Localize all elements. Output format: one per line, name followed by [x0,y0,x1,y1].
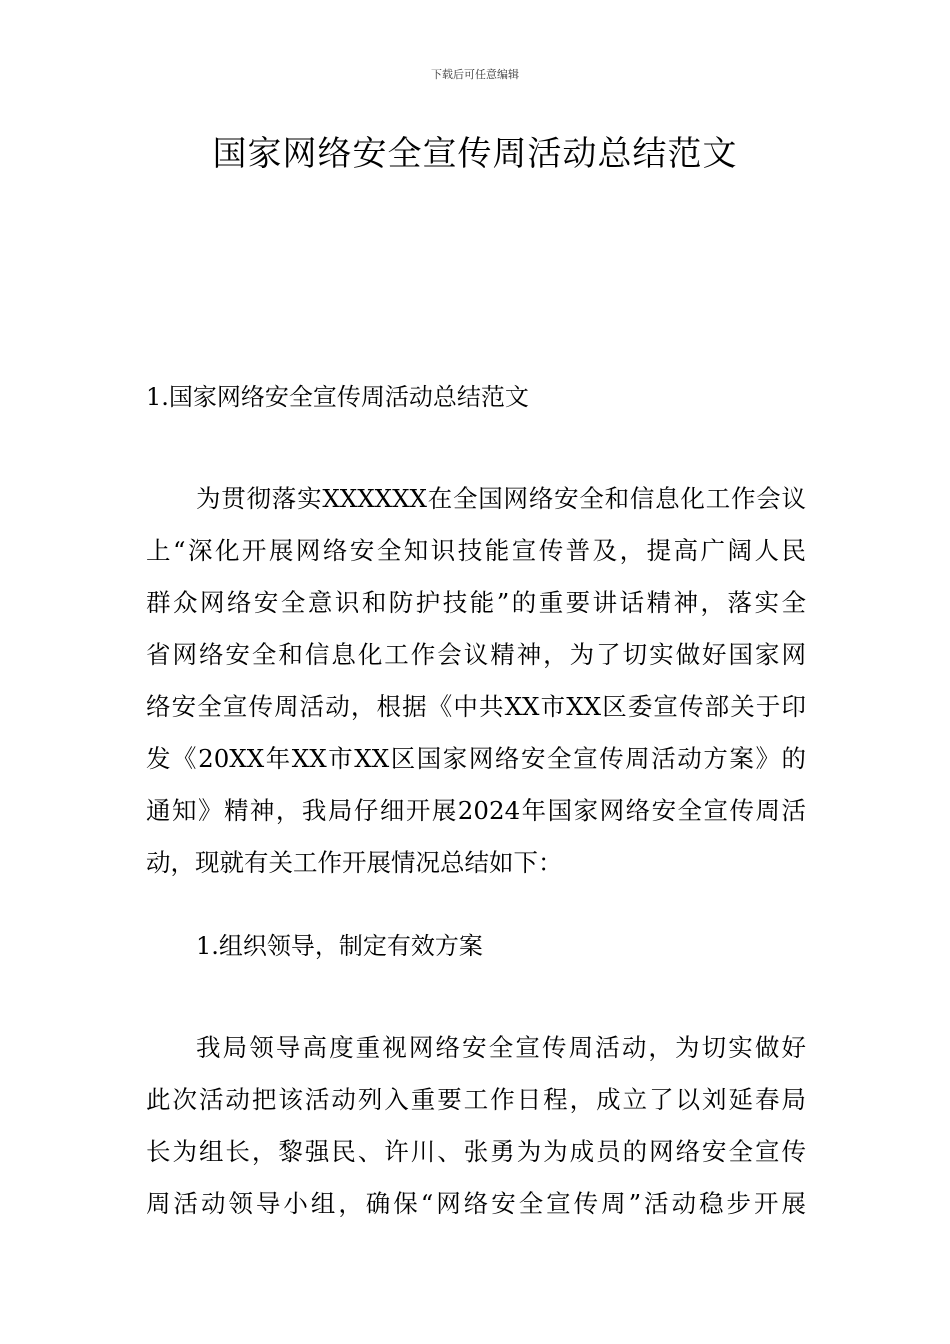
paragraph-line: 动，现就有关工作开展情况总结如下： [146,848,563,877]
paragraph-line: 群众网络安全意识和防护技能”的重要讲话精神，落实全 [146,588,806,617]
section-heading-2: 1.组织领导，制定有效方案 [196,932,483,960]
paragraph-line: 发《20XX年XX市XX区国家网络安全宣传周活动方案》的 [146,744,806,773]
document-title: 国家网络安全宣传周活动总结范文 [212,134,738,174]
section-heading-1: 1.国家网络安全宣传周活动总结范文 [146,383,529,411]
paragraph-1 [146,473,806,889]
paragraph-line: 长为组长，黎强民、许川、张勇为为成员的网络安全宣传 [146,1137,806,1166]
paragraph-line: 我局领导高度重视网络安全宣传周活动，为切实做好 [196,1033,806,1062]
paragraph-line: 省网络安全和信息化工作会议精神，为了切实做好国家网 [146,640,806,669]
header-note: 下载后可任意编辑 [431,68,519,81]
paragraph-line: 周活动领导小组，确保“网络安全宣传周”活动稳步开展 [146,1189,806,1218]
paragraph-2 [146,1022,806,1230]
paragraph-line: 上“深化开展网络安全知识技能宣传普及，提高广阔人民 [146,536,806,565]
paragraph-line: 此次活动把该活动列入重要工作日程，成立了以刘延春局 [146,1085,806,1114]
paragraph-line: 络安全宣传周活动，根据《中共XX市XX区委宣传部关于印 [146,692,806,721]
paragraph-line: 为贯彻落实XXXXXX在全国网络安全和信息化工作会议 [196,484,806,513]
paragraph-line: 通知》精神，我局仔细开展2024年国家网络安全宣传周活 [146,796,806,825]
